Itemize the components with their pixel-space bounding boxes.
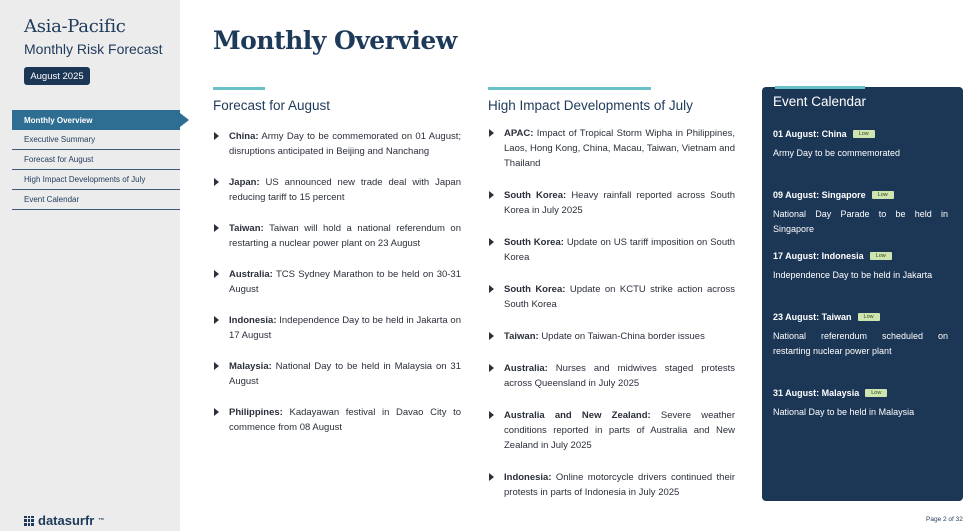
list-item [213,313,461,343]
event-title: 01 August: China [773,129,847,139]
item-text: Heavy rainfall reported across South Korea in July 2025 [504,190,736,216]
list-item [488,470,735,500]
event-title: 23 August: Taiwan [773,312,852,322]
item-text: Army Day to be commemorated on 01 August; disruptions anticipated in Beijing and Nanchang [229,131,462,157]
calendar-event [773,189,948,237]
item-text: Impact of Tropical Storm Wipha in Philippines, Laos, Hong Kong, China, Macau, Taiwan, Vietnam and Thailand [504,128,736,169]
datasurfr-logo [24,513,104,528]
item-text: Independence Day to be held in Jakarta on 17 August [229,315,461,341]
item-text: Kadayawan festival in Davao City to commence from 08 August [229,407,461,433]
event-description: Army Day to be commemorated [773,148,901,158]
event-title: 31 August: Malaysia [773,388,860,398]
item-country: APAC: [504,128,534,139]
sidebar [0,0,180,531]
nav-item-executive-summary[interactable]: Executive Summary [12,130,180,150]
list-item [213,129,461,159]
item-country: Japan: [229,177,260,188]
list-item [488,361,735,391]
item-text: TCS Sydney Marathon to be held on 30-31 August [229,269,461,295]
list-item [488,126,735,171]
logo-trademark: ™ [98,517,105,524]
item-country: Australia and New Zealand: [504,410,651,421]
developments-list [488,126,735,500]
item-text: Update on Taiwan-China border issues [541,331,705,342]
risk-level-badge: Low [872,191,894,199]
list-item [488,329,735,344]
item-text: Nurses and midwives staged protests across Queensland in July 2025 [504,363,735,389]
item-country: Australia: [504,363,548,374]
item-country: South Korea: [504,284,566,295]
nav-item-forecast-for-august[interactable]: Forecast for August [12,150,180,170]
event-calendar-panel [762,87,963,501]
calendar-accent-bar [775,86,865,89]
logo-grid-icon [24,516,34,526]
report-subtitle: Monthly Risk Forecast [24,41,163,57]
item-country: Taiwan: [229,223,264,234]
item-text: US announced new trade deal with Japan reducing tariff to 15 percent [229,177,461,203]
list-item [488,235,735,265]
item-text: Taiwan will hold a national referendum on restarting a nuclear power plant on 23 August [229,223,462,249]
date-badge: August 2025 [24,67,90,85]
item-text: Update on US tariff imposition on South Korea [504,237,736,263]
page-title: Monthly Overview [213,26,457,55]
item-country: Philippines: [229,407,283,418]
developments-accent-bar [488,87,651,90]
list-item [213,405,461,435]
list-item [488,408,735,453]
nav-item-high-impact-developments[interactable]: High Impact Developments of July [12,170,180,190]
nav-item-event-calendar[interactable]: Event Calendar [12,190,180,210]
item-text: Update on KCTU strike action across South Korea [504,284,736,310]
item-country: Indonesia: [229,315,277,326]
event-title: 17 August: Indonesia [773,251,864,261]
item-country: China: [229,131,259,142]
list-item [213,175,461,205]
logo-text: datasurfr [38,513,95,528]
item-text: Online motorcycle drivers continued their protests in parts of Indonesia in July 2025 [504,472,736,498]
sidebar-nav [12,110,180,210]
list-item [213,267,461,297]
forecast-list [213,129,461,435]
risk-level-badge: Low [865,389,887,397]
calendar-event [773,128,948,161]
calendar-event [773,311,948,359]
list-item [488,188,735,218]
item-country: Indonesia: [504,472,552,483]
calendar-event [773,387,948,420]
nav-item-monthly-overview[interactable]: Monthly Overview [12,110,180,130]
event-calendar-heading: Event Calendar [773,94,867,109]
report-region-title: Asia-Pacific [24,16,126,37]
list-item [488,282,735,312]
event-description: National Day Parade to be held in Singapore [773,209,948,234]
developments-heading: High Impact Developments of July [488,98,693,113]
forecast-accent-bar [213,87,265,90]
item-text: National Day to be held in Malaysia on 31 August [229,361,461,387]
item-country: South Korea: [504,190,567,201]
item-country: Australia: [229,269,273,280]
item-country: Malaysia: [229,361,272,372]
risk-level-badge: Low [858,313,880,321]
calendar-event [773,250,948,283]
risk-level-badge: Low [853,130,875,138]
item-country: Taiwan: [504,331,539,342]
event-title: 09 August: Singapore [773,190,866,200]
event-description: Independence Day to be held in Jakarta [773,270,933,280]
page-number: Page 2 of 32 [926,516,963,523]
event-description: National referendum scheduled on restarting nuclear power plant [773,331,948,356]
risk-level-badge: Low [870,252,892,260]
item-country: South Korea: [504,237,564,248]
forecast-heading: Forecast for August [213,98,331,113]
list-item [213,359,461,389]
list-item [213,221,461,251]
item-text: Severe weather conditions reported in parts of Australia and New Zealand in July 2025 [504,410,736,451]
event-description: National Day to be held in Malaysia [773,407,915,417]
